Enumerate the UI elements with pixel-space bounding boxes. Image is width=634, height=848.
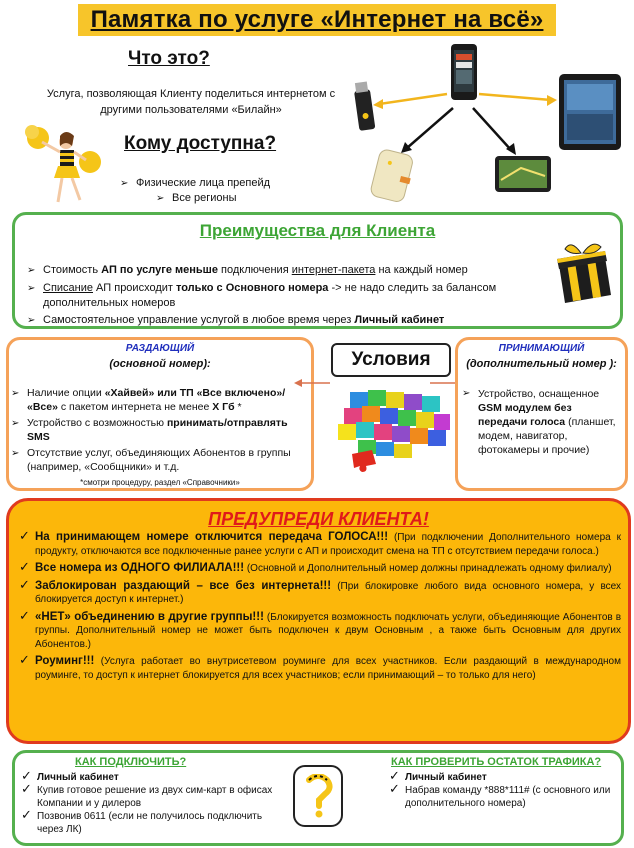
receiver-1-bold: GSM модулем без передачи голоса — [478, 402, 572, 428]
giver-2-bold: принимать/отправлять SMS — [27, 417, 288, 443]
receiver-box — [455, 337, 628, 491]
gift-icon — [553, 239, 617, 305]
advantage-item — [25, 263, 525, 278]
advantage-2-post: -> не надо следить за балансом дополнительных номеров — [43, 282, 497, 309]
how-to-box — [12, 750, 624, 846]
advantage-1-bold: АП по услуге меньше — [101, 264, 218, 276]
warning-5-bold: Роуминг!!! — [35, 655, 95, 667]
how-connect-item: ✓ Личный кабинет — [19, 771, 275, 784]
giver-1-bold2: Х Гб — [212, 400, 235, 413]
warning-4-bold: «НЕТ» объединению в другие группы!!! — [35, 610, 264, 623]
receiver-list — [460, 387, 623, 457]
giver-1-pre: Наличие опции — [27, 387, 105, 399]
warning-5-text: (Услуга работает во внутрисетевом роуминге для всех участников. Если раздающий в международном роуминге, то доступ к интернет блокируется для всех участников; если принимающий – то только для него) — [35, 656, 621, 681]
cheerleader-illustration — [18, 120, 113, 210]
warning-box — [6, 498, 631, 744]
advantage-2-bold: только с Основного номера — [175, 282, 329, 294]
giver-footnote: *смотри процедуру, раздел «Справочники» — [80, 478, 240, 487]
advantage-item — [25, 281, 525, 311]
warning-item — [17, 655, 621, 682]
advantage-1-underlined: интернет-пакета — [291, 264, 376, 276]
giver-1-post: * — [234, 400, 242, 413]
giver-item — [9, 417, 311, 444]
warning-list — [17, 531, 621, 682]
devices-illustration — [345, 40, 630, 210]
giver-2-pre: Устройство с возможностью — [27, 417, 167, 429]
how-check-list — [387, 771, 617, 810]
how-check-item: ✓ Личный кабинет — [387, 771, 617, 784]
what-heading: Что это? — [128, 48, 210, 69]
who-item: ➢ Физические лица препейд — [118, 176, 318, 191]
giver-title: РАЗДАЮЩИЙ — [125, 343, 195, 354]
how-connect-item: ✓ Купив готовое решение из двух сим-карт в офисах Компании и у дилеров — [19, 784, 275, 810]
advantage-1-pre: Стоимость — [43, 264, 102, 276]
giver-box — [6, 337, 314, 491]
warning-4-text: (Блокируется возможность подключать услуги, объединяющие Абонентов в группы. Дополнительный номер не может быть подключен к двум Основным , а также быть Основным для других Абонентов.) — [35, 611, 622, 650]
how-connect-item: ✓ Позвонив 0611 (если не получилось подключить через ЛК) — [19, 810, 275, 836]
smartphone-icon — [451, 44, 477, 100]
receiver-title: ПРИНИМАЮЩИЙ — [498, 343, 585, 354]
giver-subtitle: (основной номер): — [109, 358, 211, 370]
advantage-2-underlined: Списание — [43, 282, 93, 294]
how-check-heading: КАК ПРОВЕРИТЬ ОСТАТОК ТРАФИКА? — [391, 756, 602, 768]
warning-item — [17, 580, 621, 607]
advantage-1-mid: подключения — [217, 264, 292, 276]
beeline-logo — [293, 765, 343, 827]
warning-3-bold: Заблокирован раздающий – все без интернета!!! — [35, 579, 332, 592]
warning-item — [17, 531, 621, 558]
warning-item — [17, 562, 621, 576]
warning-heading: ПРЕДУПРЕДИ КЛИЕНТА! — [208, 509, 429, 529]
warning-2-text: (Основной и Дополнительный номер должны принадлежать одному филиалу) — [244, 563, 612, 574]
giver-1-mid: с пакетом интернета не менее — [57, 400, 213, 413]
giver-list — [9, 387, 311, 474]
who-item: ➢ Все регионы — [154, 191, 318, 206]
router-icon — [369, 148, 416, 203]
how-connect-list — [19, 771, 275, 836]
tablet-icon — [559, 74, 621, 150]
page-title-banner — [78, 4, 556, 36]
conditions-label-box — [331, 343, 451, 377]
advantages-list — [25, 263, 525, 328]
receiver-1-pre: Устройство, оснащенное — [478, 388, 600, 400]
receiver-item — [460, 387, 623, 457]
conditions-label: Условия — [351, 349, 431, 370]
advantage-3-bold: Личный кабинет — [354, 314, 445, 326]
gps-navigator-icon — [495, 156, 551, 192]
what-text: Услуга, позволяющая Клиенту поделиться интернетом с другими пользователями «Билайн» — [46, 88, 336, 116]
advantage-1-post: на каждый номер — [375, 264, 468, 276]
receiver-subtitle: (дополнительный номер ): — [466, 358, 617, 370]
warning-3-text: (При блокировке любого вида основного номера, у всех блокируется доступ к интернет.) — [35, 580, 621, 605]
warning-1-bold: На принимающем номере отключится передача ГОЛОСА!!! — [35, 531, 389, 543]
puzzle-illustration — [328, 384, 456, 480]
beeline-logo-icon — [303, 774, 333, 818]
how-connect-heading: КАК ПОДКЛЮЧИТЬ? — [75, 756, 187, 768]
advantages-box — [12, 212, 623, 329]
advantages-heading: Преимущества для Клиента — [199, 221, 436, 240]
receiver-1-post: (планшет, модем, навигатор, фотокамеры и прочие) — [478, 416, 616, 456]
who-list — [118, 176, 318, 206]
advantage-item — [25, 313, 525, 328]
warning-item — [17, 611, 621, 652]
advantage-3-pre: Самостоятельное управление услугой в любое время через — [43, 314, 355, 326]
giver-1-bold1: «Хайвей» или ТП «Все включено»/ «Все» — [27, 387, 286, 413]
usb-modem-icon — [353, 81, 376, 131]
giver-item: ➢ Отсутствие услуг, объединяющих Абонентов в группы (например, «Сообщники» и т.д. — [9, 447, 311, 474]
page-title: Памятка по услуге «Интернет на всё» — [90, 6, 544, 33]
who-heading: Кому доступна? — [124, 133, 277, 154]
warning-1-text: (При подключении Дополнительного номера к продукту, отключаются все подключенные ранее услуги с АП и происходит смена на ТП с отсутствием передачи голоса.) — [35, 532, 621, 557]
how-check-item: ✓ Набрав команду *888*111# (с основного или дополнительного номера) — [387, 784, 617, 810]
advantage-2-pre: АП происходит — [93, 282, 176, 294]
warning-2-bold: Все номера из ОДНОГО ФИЛИАЛА!!! — [35, 562, 245, 574]
giver-item — [9, 387, 311, 414]
